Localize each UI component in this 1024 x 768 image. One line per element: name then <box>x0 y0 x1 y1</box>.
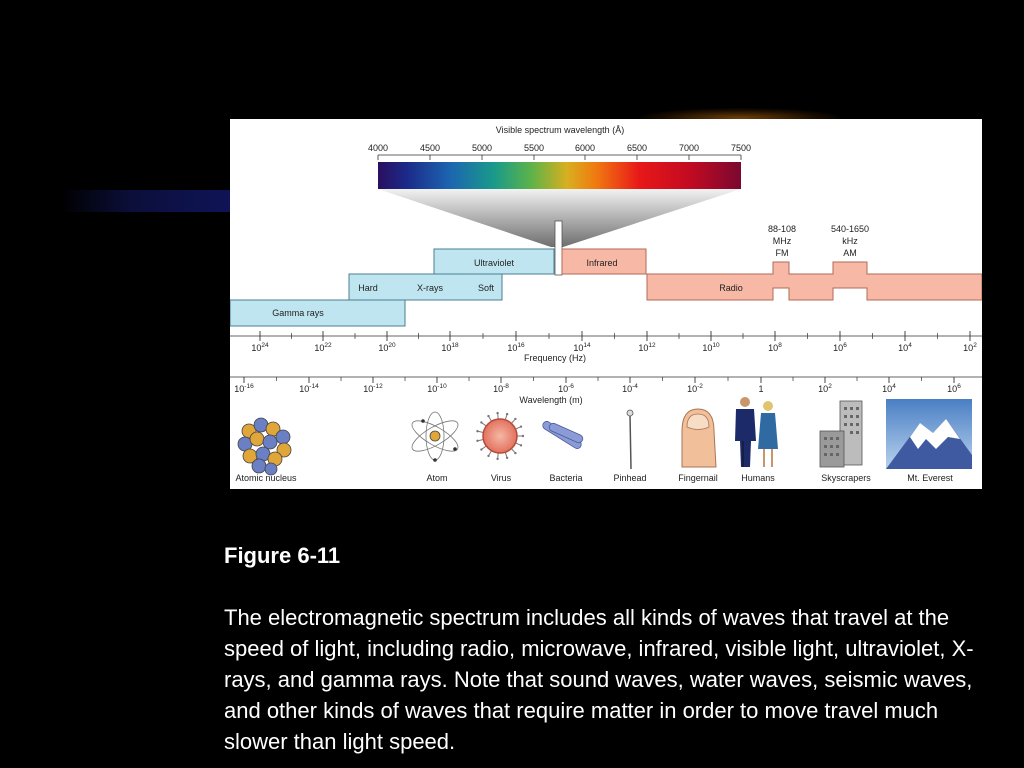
object-label: Pinhead <box>613 473 647 483</box>
visible-tick-label: 4000 <box>367 143 389 153</box>
decorative-blue-band <box>60 190 240 212</box>
visible-tick-label: 7000 <box>678 143 700 153</box>
virus-icon <box>476 412 524 460</box>
visible-tick-label: 7500 <box>730 143 752 153</box>
visible-spectrum-title: Visible spectrum wavelength (Å) <box>495 125 625 135</box>
wavelength-tick-label: $10^{-8}$ <box>493 383 509 394</box>
frequency-tick-label: $10^{24}$ <box>251 342 269 353</box>
frequency-tick-label: $10^2$ <box>963 342 977 353</box>
frequency-tick-label: $10^{16}$ <box>507 342 525 353</box>
frequency-tick-label: $10^{18}$ <box>441 342 459 353</box>
object-label: Atom <box>426 473 448 483</box>
frequency-tick-label: $10^6$ <box>833 342 847 353</box>
frequency-tick-label: $10^{22}$ <box>314 342 332 353</box>
am-label <box>831 224 869 258</box>
am-range: 540-1650 <box>830 224 870 234</box>
band-gamma-label: Gamma rays <box>272 308 324 318</box>
am-name: AM <box>843 248 857 258</box>
band-infrared <box>562 249 646 274</box>
band-xrays <box>349 274 502 300</box>
pinhead-icon <box>627 410 633 469</box>
frequency-tick-label: $10^{10}$ <box>702 342 720 353</box>
fingernail-icon <box>682 409 716 467</box>
wavelength-tick-label: $10^4$ <box>882 383 896 394</box>
band-gamma <box>230 300 405 326</box>
fm-label <box>768 224 796 258</box>
visible-tick-label: 5500 <box>523 143 545 153</box>
frequency-tick-label: $10^8$ <box>768 342 782 353</box>
frequency-tick-label: $10^{20}$ <box>378 342 396 353</box>
visible-tick-label: 4500 <box>419 143 441 153</box>
wavelength-tick-label: $10^{-14}$ <box>299 383 319 394</box>
wavelength-tick-label: $10^{-4}$ <box>622 383 638 394</box>
object-label: Fingernail <box>678 473 718 483</box>
frequency-tick-label: $10^{14}$ <box>573 342 591 353</box>
caption-title: Figure 6-11 <box>224 543 341 568</box>
wavelength-tick-label: $10^6$ <box>947 383 961 394</box>
object-label: Skyscrapers <box>821 473 871 483</box>
humans-icon <box>735 397 778 467</box>
visible-tick-labels <box>368 143 751 160</box>
wavelength-tick-label: $10^2$ <box>818 383 832 394</box>
object-label: Bacteria <box>549 473 583 483</box>
object-label: Virus <box>490 473 512 483</box>
frequency-axis-label: Frequency (Hz) <box>523 353 587 363</box>
mt-everest-icon <box>886 399 972 469</box>
fm-name: FM <box>775 248 789 258</box>
band-xrays-soft-label: Soft <box>477 283 495 293</box>
am-unit: kHz <box>842 236 858 246</box>
object-label: Mt. Everest <box>907 473 953 483</box>
fm-unit: MHz <box>772 236 792 246</box>
wavelength-tick-label: $10^{-12}$ <box>363 383 383 394</box>
wavelength-tick-label: $10^{-6}$ <box>558 383 574 394</box>
frequency-tick-label: $10^{12}$ <box>638 342 656 353</box>
wavelength-tick-labels <box>234 383 961 394</box>
band-radio-label: Radio <box>719 283 743 293</box>
band-ultraviolet-label: Ultraviolet <box>473 258 515 268</box>
visible-tick-label: 6500 <box>626 143 648 153</box>
bacteria-icon <box>541 420 584 450</box>
visible-spectrum-bar <box>378 162 741 189</box>
band-radio <box>647 262 982 300</box>
band-xrays-label: X-rays <box>416 283 444 293</box>
visible-tick-label: 5000 <box>471 143 493 153</box>
figure-caption <box>224 540 1004 757</box>
skyscrapers-icon <box>820 401 862 467</box>
frequency-tick-labels <box>251 342 977 353</box>
object-label: Atomic nucleus <box>235 473 297 483</box>
frequency-tick-label: $10^4$ <box>898 342 912 353</box>
wavelength-tick-label: 1 <box>758 384 764 394</box>
band-infrared-label: Infrared <box>586 258 618 268</box>
spectrum-figure <box>230 119 982 489</box>
wavelength-axis-label: Wavelength (m) <box>519 395 583 405</box>
caption-body: The electromagnetic spectrum includes all kinds of waves that travel at the speed of light, including radio, microwave, infrared, visible light, ultraviolet, X-rays, and gamma rays. Note that sound waves, water waves, seismic waves, and other kinds of waves that require matter in order to move travel much slower than light speed. <box>224 605 974 754</box>
wavelength-tick-label: $10^{-16}$ <box>234 383 254 394</box>
wavelength-tick-marks <box>244 377 954 383</box>
object-label: Humans <box>741 473 775 483</box>
wavelength-tick-label: $10^{-10}$ <box>427 383 447 394</box>
visible-tick-label: 6000 <box>574 143 596 153</box>
atomic-nucleus-icon <box>238 418 291 475</box>
fm-range: 88-108 <box>767 224 797 234</box>
object-labels <box>235 473 953 483</box>
atom-icon <box>408 412 462 462</box>
band-ultraviolet <box>434 249 554 274</box>
visible-slot <box>555 221 562 275</box>
wavelength-tick-label: $10^{-2}$ <box>687 383 703 394</box>
band-xrays-hard-label: Hard <box>358 283 378 293</box>
